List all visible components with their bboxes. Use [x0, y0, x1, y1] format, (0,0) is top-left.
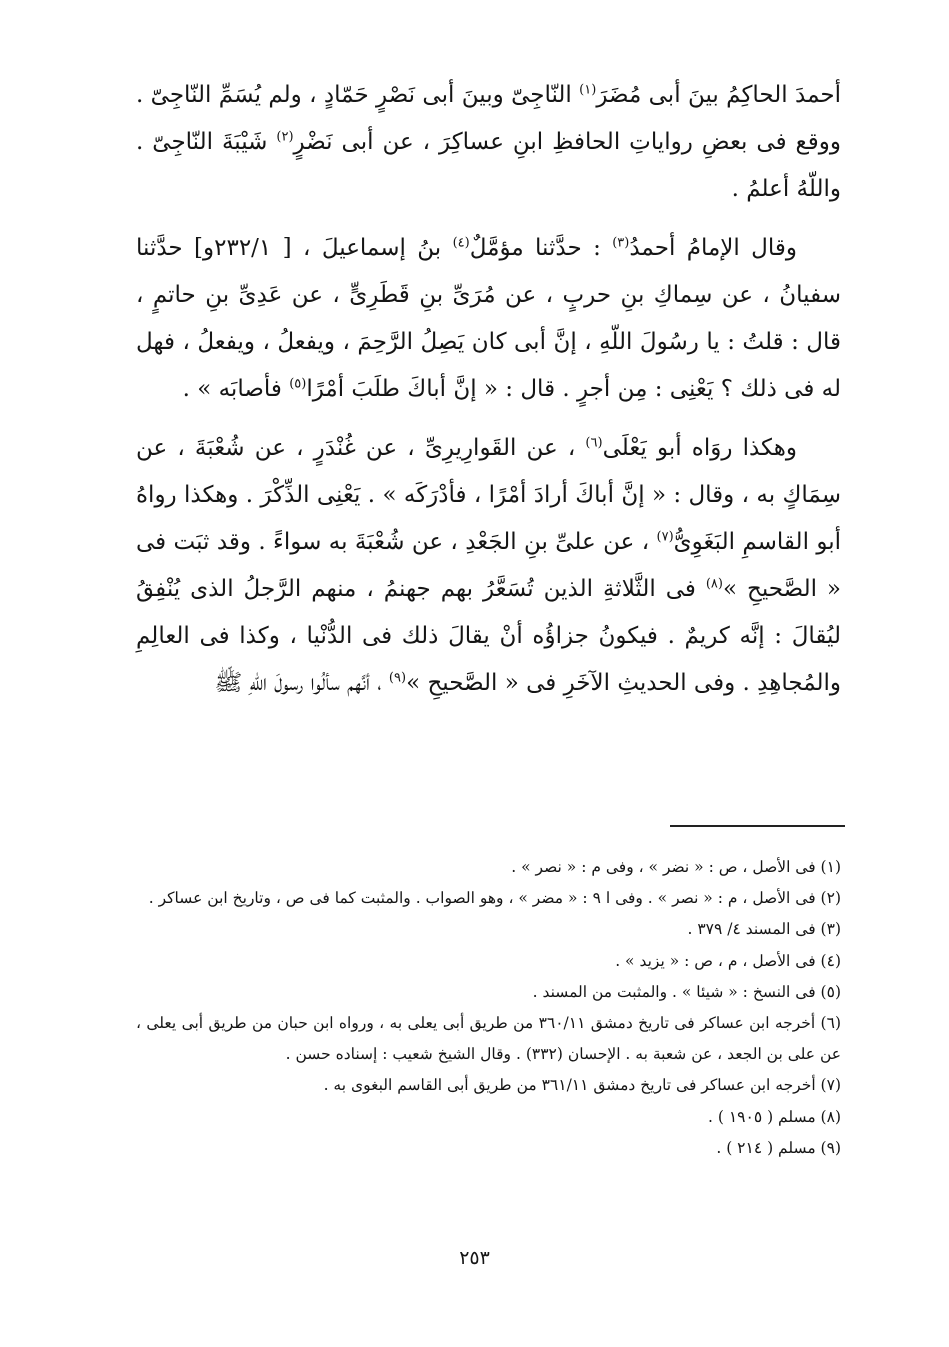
- footnote-ref-5[interactable]: (٥): [289, 376, 307, 392]
- footnote-ref-6[interactable]: (٦): [585, 435, 603, 451]
- footnote-2: (٢) فى الأصل ، م : « نصر » . وفى ا ٩ : « مضر » ، وهو الصواب . والمثبت كما فى ص ، وتاريخ ابن عساكر .: [148, 889, 841, 908]
- footnote-9: (٩) مسلم ( ٢١٤ ) .: [716, 1138, 841, 1157]
- footnote-ref-1[interactable]: (١): [579, 82, 597, 98]
- footnote-ref-8[interactable]: (٨): [705, 576, 723, 592]
- page-number: ٢٥٣: [459, 1247, 490, 1269]
- paragraph-1: أحمدَ الحاكِمُ بينَ أبى مُضَرَ$^{(١)}$ النّاجِىّ وبينَ أبى نَصْرٍ حَمّادٍ ، ولم يُسَمِّ النّاجِىّ . ووقع فى بعضِ رواياتِ الحافظِ ابنِ عساكِرَ ، عن أبى نَضْرٍ$^{(٢)}$ شَيْبَةَ النّاجِىّ . واللّهُ أعلمُ .: [136, 82, 842, 202]
- footnote-6: (٦) أخرجه ابن عساكر فى تاريخ دمشق ٣٦٠/١١ من طريق أبى يعلى به ، ورواه ابن حبان من طريق أبى يعلى ، عن على بن الجعد ، عن شعبة به . الإحسان (٣٣٢) . وقال الشيخ شعيب : إسناده حسن .: [136, 1014, 841, 1064]
- footnote-3: (٣) فى المسند ٤/ ٣٧٩ .: [687, 920, 841, 939]
- footnote-ref-2[interactable]: (٢): [276, 129, 294, 145]
- paragraph-3: وهكذا روَاه أبو يَعْلَى$^{(٦)}$ ، عن القَوارِيرِىِّ ، عن غُنْدَرٍ ، عن شُعْبَةَ ، عن سِمَاكٍ به ، وقال : « إنَّ أباكَ أرادَ أمْرًا ، فأدْرَكَه » . يَعْنِى الذِّكْرَ . وهكذا رواهُ أبو القاسمِ البَغَوِىُّ$^{(٧)}$ ، عن علىِّ بنِ الجَعْدِ ، عن شُعْبَةَ به سواءً . وقد ثبَت فى « الصَّحيحِ »$^{(٨)}$ فى الثَّلاثةِ الذين تُسَعَّرُ بهم جهنمُ ، منهم الرَّجلُ الذى يُنْفِقُ ليُقالَ : إنَّه كريمٌ . فيكونُ جزاؤُه أنْ يقالَ ذلك فى الدُّنْيا ، وكذا فى العالِمِ والمُجاهِدِ . وفى الحديثِ الآخَرِ فى « الصَّحيحِ »$^{(٩)}$ ، أنَّهم سألُوا رسولَ اللّهِ ﷺ: [136, 435, 841, 696]
- footnote-8: (٨) مسلم ( ١٩٠٥ ) .: [708, 1107, 841, 1126]
- paragraph-2: وقال الإمامُ أحمدُ$^{(٣)}$ : حدَّثنا مؤمَّلٌ$^{(٤)}$ بنُ إسماعيلَ ، [ ٢٣٢/١و] حدَّثنا سفيانُ ، عن سِماكِ بنِ حربٍ ، عن مُرَىِّ بنِ قَطَرِىٍّ ، عن عَدِىِّ بنِ حاتمٍ ، قال : قلتُ : يا رسُولَ اللّهِ ، إنَّ أبى كان يَصِلُ الرَّحِمَ ، ويفعلُ ، ويفعلُ ، فهل له فى ذلك ؟ يَعْنِى : مِن أجرٍ . قال : « إنَّ أباكَ طلَبَ أمْرًا$^{(٥)}$ فأصابَه » .: [136, 235, 842, 402]
- footnotes: [136, 852, 841, 1164]
- footnote-1: (١) فى الأصل ، ص : « نضر » ، وفى م : « نصر » .: [511, 858, 841, 876]
- footnote-7: (٧) أخرجه ابن عساكر فى تاريخ دمشق ٣٦١/١١ من طريق أبى القاسم البغوى به .: [323, 1076, 841, 1095]
- footnote-ref-9[interactable]: (٩): [388, 670, 407, 686]
- footnote-5: (٥) فى النسخ : « شيئا » . والمثبت من المسند .: [532, 982, 841, 1001]
- main-text: [136, 72, 841, 707]
- footnote-ref-7[interactable]: (٧): [656, 529, 674, 545]
- footnote-ref-4[interactable]: (٤): [452, 235, 470, 251]
- footnote-separator: [670, 825, 845, 827]
- footnote-4: (٤) فى الأصل ، م ، ص : « يزيد » .: [615, 951, 841, 970]
- footnote-ref-3[interactable]: (٣): [612, 235, 630, 251]
